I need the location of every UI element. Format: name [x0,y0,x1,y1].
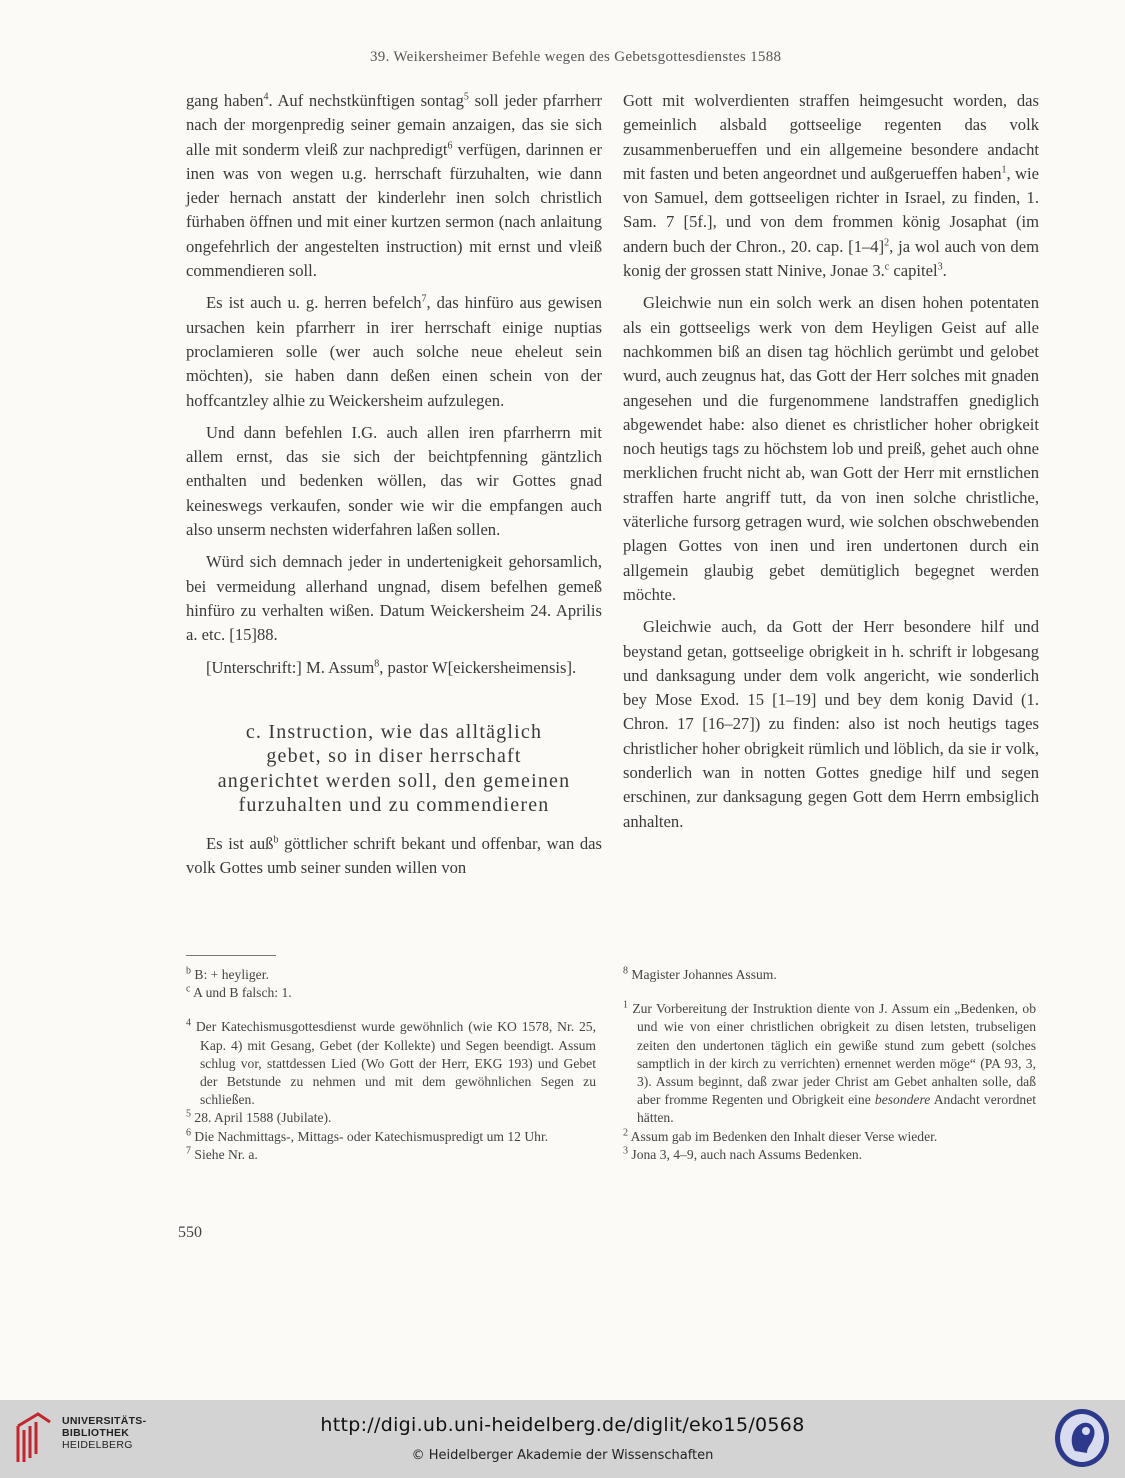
footnotes-right [623,966,1036,1164]
footnote: $^4$ Der Katechismusgottesdienst wurde gewöhnlich (wie KO 1578, Nr. 25, Kap. 4) mit Gesang, Gebet (der Kollekte) und Segen beendigt. Assum schlug vor, stattdessen Lied (Wo Gott der Herr, EKG 193) und Gebet der Betstunde zu nehmen und mit dem gewöhnlichen Segen zu schließen. [186,1017,596,1108]
page-number: 550 [178,1224,202,1241]
footnote-ref: 4 [263,91,269,103]
section-heading: c. Instruction, wie das alltäglich gebet, so in diser herrschaft angerichtet werden soll, den gemeinen furzuhalten und zu commendieren [217,720,571,817]
footnote: $^6$ Die Nachmittags-, Mittags- oder Katechismuspredigt um 12 Uhr. [186,1127,549,1144]
right-column [623,89,1039,834]
footnote-ref: 7 [421,293,427,305]
paragraph: Es ist auß$^b$ göttlicher schrift bekant und offenbar, wan das volk Gottes umb seiner sunden willen von [186,833,603,878]
footnote-divider [186,955,276,956]
footnote: $^1$ Zur Vorbereitung der Instruktion diente von J. Assum ein „Bedenken, ob und wie von einer christlichen obrigkeit zu disen letsten, trubseligen zeiten den undertonen täglich ein gewiße stund zum gebett (solches samptlich in der kirch zu verrichten) ernennet werden möge“ (PA 93, 3, 3). Assum beginnt, daß zwar jeder Christ am Gebet anhalten solle, daß aber fromme Regenten und Obrigkeit eine besondere Andacht verordnet hätten. [623,999,1037,1126]
footnote: $^b$ B: + heyliger. [186,965,269,982]
paragraph: Würd sich demnach jeder in undertenigkeit gehorsamlich, bei vermeidung allerhand ungnad, disem befelhen gemeß hinfüro zu verhalten wißen. Datum Weickersheim 24. Aprilis a. etc. [15]88. [186,552,602,645]
footnotes-left [186,966,596,1164]
paragraph: Gott mit wolverdienten straffen heimgesucht worden, das gemeinlich alsbald gottseelige regenten das volk zusammenberueffen und ein allgemeine besondere andacht mit fasten und beten angeordnet und außgerueffen haben$^1$, wie von Samuel, dem gottseeligen richter in Israel, zu finden, 1. Sam. 7 [5f.], und von dem frommen könig Josaphat (im andern buch der Chron., 20. cap. $[1-4]^2$, ja wol auch von dem konig der grossen statt Ninive, Jonae 3.$^c$ capitel$^3$. [623,91,1039,281]
paragraph: Gleichwie auch, da Gott der Herr besondere hilf und beystand getan, gottseelige obrigkeit in h. schrift ir lobgesang und danksagung under dem volk angericht, wie sonderlich bey Mose Exod. 15 [1–19] und bey dem konig David (1. Chron. 17 [16–27]) zu finden: also ist noch heutigs tages christlicher hoher obrigkeit rümlich und löblich, da sie ir volk, sonderlich wan in notten Gottes gnedige hilf und segen erschinen, zur danksagung gegen Gott dem Herrn embsiglich anhalten. [623,617,1039,831]
footnote: $^c$ A und B falsch: 1. [186,983,292,1001]
permalink-url[interactable]: http://digi.ub.uni-heidelberg.de/diglit/eko15/0568 [320,1414,805,1436]
paragraph: gang haben$^4$. Auf nechstkünftigen sontag$^5$ soll jeder pfarrherr nach der morgenpredig seiner gemain anzaigen, das sie sich alle mit sonderm vleiß zur nachpredigt$^6$ verfügen, darinnen er inen was von wegen u.g. herrschaft fürzuhalten, wie dann jeder hernach anstatt der kinderlehr inen solch christlich fürhaben öffnen und mit einer kurtzen sermon (nach anlaitung ongefehrlich der angestelten instruction) mit ernst und vleiß commendieren soll. [186,91,602,281]
paragraph: Es ist auch u. g. herren befelch$^7$, das hinfüro aus gewisen ursachen kein pfarrherr in irer herrschaft einige nuptias proclamieren solle (wer auch solche neue eheleut sein möchten), sie haben dann deßen einen schein von der hoffcantzley alhie zu Weickersheim aufzulegen. [186,293,602,410]
footnote: $^7$ Siehe Nr. a. [186,1145,258,1162]
paragraph: Gleichwie nun ein solch werk an disen hohen potentaten als ein gottseeligs werk von dem Heyligen Geist auf alle nachkommen biß an disen tag höchlich gerümbt und gelobet wurd, auch zeugnus hat, das Gott der Herr solches mit gnaden angesehen und die furgenommene landstraffen gnediglich abgewendet habe: also dienet es christlicher hoher obrigkeit noch heutigs tags zu höchstem lob und preiß, gehet auch ohne merklichen frucht nicht ab, wan Gott der Herr mit ernstlichen straffen harte angriff tutt, da von inen solche christliche, väterliche fursorg getragen wurd, wie solchen obschwebenden plagen Gottes von inen und iren undertonen durch ein allgemein glaubig gebet demütiglich begegnet werden möchte. [623,293,1039,604]
footnote: $^8$ Magister Johannes Assum. [623,965,777,982]
copyright-notice: © Heidelberger Akademie der Wissenschaften [411,1448,714,1463]
left-column [186,89,602,880]
footnote: $^3$ Jona 3, 4–9, auch nach Assums Bedenken. [623,1145,863,1162]
footnote: $^5$ 28. April 1588 (Jubilate). [186,1108,332,1126]
footnote-ref: b [273,834,279,846]
signature-line: [Unterschrift:] M. Assum$^8$, pastor W[eickersheimensis]. [206,657,577,677]
footer-bar [0,1400,1125,1478]
footnote-ref: c [884,261,890,273]
running-head: 39. Weikersheimer Befehle wegen des Gebetsgottesdienstes 1588 [370,49,782,65]
paragraph: Und dann befehlen I.G. auch allen iren pfarrherrn mit allem ernst, das sie sich der beichtpfenning gäntzlich enthalten und bedenken wöllen, das wir Gottes gnad keineswegs verkaufen, sonder wie wir die empfangen auch also unserm nechsten widerfahren laßen sollen. [186,422,602,540]
footnote-ref: 3 [937,261,943,273]
footnote-ref: 6 [447,140,453,152]
footnote: $^2$ Assum gab im Bedenken den Inhalt dieser Verse wieder. [623,1127,938,1144]
footnote-ref: 5 [463,91,469,103]
library-name: UNIVERSITÄTS- BIBLIOTHEK HEIDELBERG [62,1415,147,1451]
footnote-ref: 1 [1001,164,1007,176]
academy-seal-icon[interactable] [1053,1407,1111,1469]
footnote-ref: 8 [374,658,380,669]
footnote-ref: 2 [884,237,890,249]
